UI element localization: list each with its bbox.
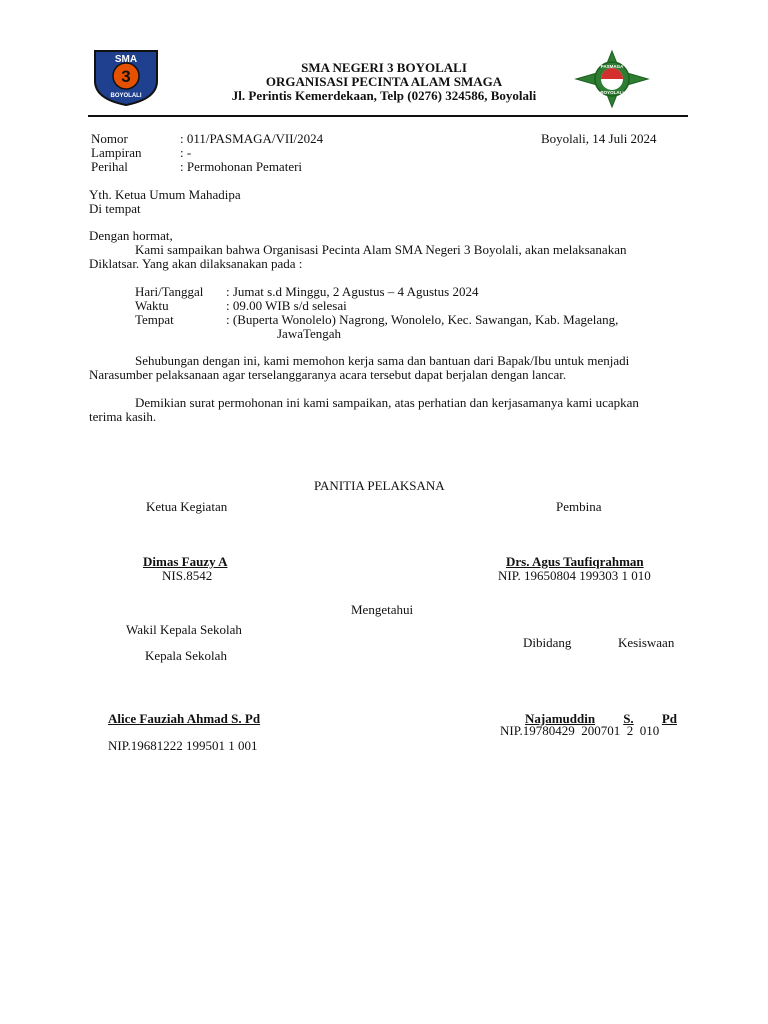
tempat-value-line2: JawaTengah [277,326,342,341]
header-org: ORGANISASI PECINTA ALAM SMAGA [265,74,503,89]
pembina-role: Pembina [556,499,602,514]
ketua-id: NIS.8542 [162,568,213,583]
perihal-label: Perihal [91,159,128,174]
perihal-value: : Permohonan Pemateri [180,159,303,174]
intro-line2: Diklatsar. Yang akan dilaksanakan pada : [89,256,303,271]
hari-value: : Jumat s.d Minggu, 2 Agustus – 4 Agustus 2024 [226,284,479,299]
kesiswaan-name-c: Pd [661,711,677,726]
header-school: SMA NEGERI 3 BOYOLALI [301,60,467,75]
logo-left-number: 3 [121,67,131,86]
lampiran-value: : - [180,145,192,160]
kesiswaan-name-a: Najamuddin [525,711,596,726]
school-shield-icon [91,47,161,107]
kesiswaan-role-a: Dibidang [523,635,572,650]
waktu-value: : 09.00 WIB s/d selesai [226,298,347,313]
para3-line1: Demikian surat permohonan ini kami sampaikan, atas perhatian dan kerjasamanya kami ucapkan [135,395,639,410]
wakil-role: Wakil Kepala Sekolah [126,622,242,637]
school-logo [91,47,161,107]
para2-line1: Sehubungan dengan ini, kami memohon kerja sama dan bantuan dari Bapak/Ibu untuk menjadi [135,353,630,368]
lampiran-label: Lampiran [91,145,142,160]
panitia-title: PANITIA PELAKSANA [314,478,445,493]
logo-left-bottom-text: BOYOLALI [110,93,142,99]
wakil-id: NIP.19681222 199501 1 001 [108,738,258,753]
nomor-value: : 011/PASMAGA/VII/2024 [180,131,324,146]
intro-line1: Kami sampaikan bahwa Organisasi Pecinta Alam SMA Negeri 3 Boyolali, akan melaksanakan [135,242,627,257]
hari-label: Hari/Tanggal [135,284,204,299]
pembina-id: NIP. 19650804 199303 1 010 [498,568,651,583]
kesiswaan-id: NIP.19780429 200701 2 010 [500,723,660,738]
tempat-label: Tempat [135,312,174,327]
recipient-line2: Di tempat [89,201,141,216]
ketua-role: Ketua Kegiatan [146,499,228,514]
tempat-value: : (Buperta Wonolelo) Nagrong, Wonolelo, Kec. Sawangan, Kab. Magelang, [226,312,619,327]
ketua-name: Dimas Fauzy A [143,554,228,569]
logo-right-bottom-text: BOYOLALI [600,90,624,95]
mengetahui-label: Mengetahui [351,602,414,617]
logo-left-top-text: SMA [114,54,138,65]
greeting: Dengan hormat, [89,228,173,243]
nomor-label: Nomor [91,131,128,146]
logo-right-top-text: PASMAGA [600,64,624,69]
pembina-name: Drs. Agus Taufiqrahman [506,554,644,569]
kepala-role: Kepala Sekolah [145,648,227,663]
recipient-line1: Yth. Ketua Umum Mahadipa [89,187,241,202]
para3-line2: terima kasih. [89,409,157,424]
header-address: Jl. Perintis Kemerdekaan, Telp (0276) 324586, Boyolali [231,88,537,103]
header-divider [88,115,688,117]
place-date: Boyolali, 14 Juli 2024 [541,131,657,146]
kesiswaan-name-b: S. [623,711,634,726]
wakil-name: Alice Fauziah Ahmad S. Pd [108,711,261,726]
kesiswaan-role-b: Kesiswaan [618,635,675,650]
waktu-label: Waktu [135,298,169,313]
para2-line2: Narasumber pelaksanaan agar terselanggaranya acara tersebut dapat berjalan dengan lancar. [89,367,567,382]
